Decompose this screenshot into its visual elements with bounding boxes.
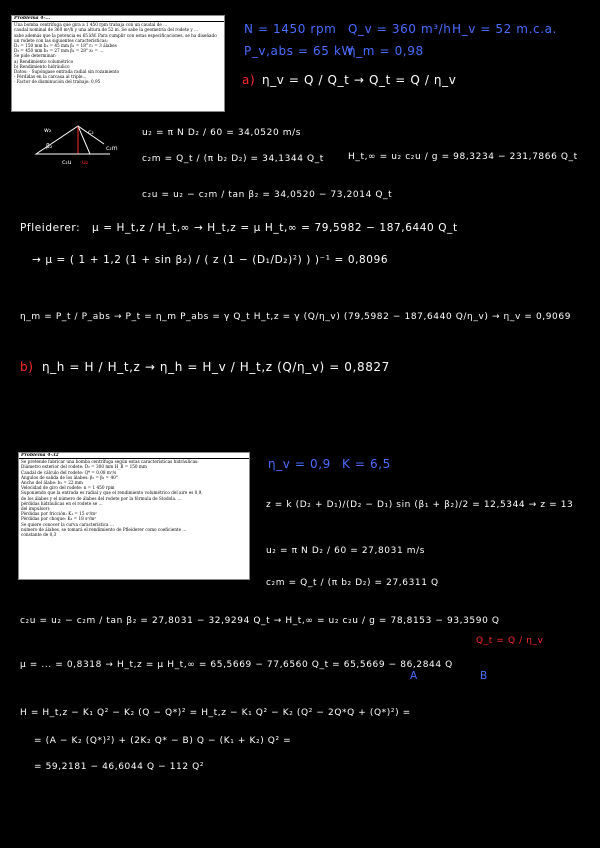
problem1-line: sabe además que la potencia es 65 kW. Para cumplir con estas especificaciones, se ha diseñado (14, 32, 217, 38)
problem2-line: del impulsor): (21, 506, 51, 512)
problem1-line: caudal nominal de 360 m³/h y una altura de 52 m. Se sabe la geometría del rodete y ... (14, 27, 199, 33)
eq-pfleiderer-2: → μ = ( 1 + 1,2 (1 + sin β₂) / ( z (1 − (D₁/D₂)²) ) )⁻¹ = 0,8096 (32, 254, 389, 266)
eq-pfleiderer-1: μ = H_t,z / H_t,∞ → H_t,z = μ H_t,∞ = 79,5982 − 187,6440 Q_t (92, 222, 458, 234)
given-h: H_v = 52 m.c.a. (452, 22, 557, 36)
svg-text:c₂m: c₂m (106, 145, 118, 152)
problem2-line: Velocidad de giro del rodete: n = 1 450 rpm (21, 485, 115, 491)
eq-u2: u₂ = π N D₂ / 60 = 34,0520 m/s (142, 128, 302, 138)
eq-c2m-b: c₂m = Q_t / (π b₂ D₂) = 27,6311 Q (266, 578, 439, 588)
given-p: P_v,abs = 65 kW (244, 44, 354, 58)
given-etam: η_m = 0,98 (348, 44, 424, 58)
qt-note: Q_t = Q / η_v (476, 636, 544, 646)
eq-h-1: H = H_t,z − K₁ Q² − K₂ (Q − Q*)² = H_t,z − K₁ Q² − K₂ (Q² − 2Q*Q + (Q*)²) = (20, 708, 411, 718)
problem1-line: Se pide determinar: (14, 53, 57, 59)
problem1-line: un rodete con las siguientes características: (14, 37, 108, 43)
velocity-triangle-diagram (28, 120, 118, 168)
eq-mu-b: μ = ... = 0,8318 → H_t,z = μ H_t,∞ = 65,5669 − 77,6560 Q_t = 65,5669 − 86,2844 Q (20, 660, 453, 670)
eq-u2-b: u₂ = π N D₂ / 60 = 27,8031 m/s (266, 546, 426, 556)
part-a-label: a) (242, 73, 256, 87)
eq-z: z = k (D₂ + D₁)/(D₂ − D₁) sin (β₁ + β₂)/2 = 12,5344 → z = 13 (266, 500, 574, 510)
problem2-line: número de álabes, se tomará el rendimiento de Pfleiderer como coeficiente ... (21, 526, 187, 532)
eq-h-2: = (A − K₂ (Q*)²) + (2K₂ Q* − B) Q − (K₁ + K₂) Q² = (34, 736, 292, 746)
problem-statement-1 (11, 15, 225, 112)
problem1-line: Una bomba centrífuga que gira a 1 450 rpm trabaja con un caudal de ... (14, 22, 168, 28)
eq-eta-m: η_m = P_t / P_abs → P_t = η_m P_abs = γ Q_t H_t,z = γ (Q/η_v) (79,5982 − 187,6440 Q/η_v) → η_v = 0,9069 (20, 312, 572, 322)
pfleiderer-label: Pfleiderer: (20, 222, 81, 234)
problem2-line: Diámetro exterior del rodete: D₂ = 300 mm H_B = 150 mm (21, 464, 147, 470)
problem2-line: Pérdidas por fricción: K₁ = 15 s²/m⁵ (21, 511, 97, 517)
given-etav: η_v = 0,9 (268, 457, 331, 471)
problem2-line: pérdidas hidráulicas en el rodete se ... (21, 500, 103, 506)
problem1-line: D₁ = 150 mm b₁ = 45 mm β₁ = 18° r₁ = 3 álabes (14, 43, 117, 49)
given-q: Q_v = 360 m³/h (348, 22, 452, 36)
problem-2-title: Problema 4-32 (19, 453, 249, 459)
svg-text:c₂: c₂ (88, 129, 94, 136)
eq-c2m: c₂m = Q_t / (π b₂ D₂) = 34,1344 Q_t (142, 154, 324, 164)
problem2-line: Ancho del álabe: b₂ = 22 mm (21, 480, 83, 486)
problem2-line: Pérdidas por choque: K₂ = 18 s²/m⁵ (21, 516, 97, 522)
problem1-line: Datos: · Supóngase entrada radial sin rozamiento (14, 69, 120, 75)
problem2-line: Se quiere conocer la curva característica ... (21, 521, 114, 527)
svg-text:c₂u: c₂u (62, 159, 72, 166)
problem2-line: de los álabes y el número de álabes del rodete por la fórmula de Stodola. ... (21, 495, 182, 501)
eq-c2u-b: c₂u = u₂ − c₂m / tan β₂ = 27,8031 − 32,9294 Q_t → H_t,∞ = u₂ c₂u / g = 78,8153 − 93,3590 Q (20, 616, 500, 626)
problem-1-title: Problema 4-... (12, 16, 224, 22)
problem-statement-2 (18, 452, 250, 580)
svg-text:w₂: w₂ (44, 127, 52, 134)
eq-c2u: c₂u = u₂ − c₂m / tan β₂ = 34,0520 − 73,2014 Q_t (142, 190, 393, 200)
problem2-line: constante de 0,3 (21, 532, 57, 538)
problem1-line: · Pérdidas en la carcasa al triple... (14, 74, 87, 80)
given-n: N = 1450 rpm (244, 22, 337, 36)
problem1-line: · Factor de disminución del trabajo: 0,95 (14, 79, 101, 85)
svg-text:β₂: β₂ (46, 143, 53, 150)
label-b: B (480, 670, 488, 682)
problem2-line: Caudal de cálculo del rodete: Q* = 0,08 m³/s (21, 469, 117, 475)
part-b-eq: η_h = H / H_t,z → η_h = H_v / H_t,z (Q/η_v) = 0,8827 (42, 360, 390, 374)
problem2-line: Ángulos de salida de los álabes: β₂ = β₂ = 40° (21, 474, 118, 480)
problem2-line: Suponiendo que la entrada es radial y que el rendimiento volumétrico del aire es 0,9, (21, 490, 203, 496)
problem1-line: a) Rendimiento volumétrico (14, 58, 74, 64)
problem2-line: Se pretende fabricar una bomba centrífuga según estas características hidráulicas: (21, 459, 199, 465)
part-a-eq: η_v = Q / Q_t → Q_t = Q / η_v (262, 73, 457, 87)
label-a: A (410, 670, 418, 682)
problem1-line: b) Rendimiento hidráulico (14, 63, 70, 69)
eq-h-3: = 59,2181 − 46,6044 Q − 112 Q² (34, 762, 205, 772)
svg-text:u₂: u₂ (82, 159, 89, 166)
part-b-label: b) (20, 360, 34, 374)
problem1-line: D₂ = 450 mm b₂ = 27 mm β₂ = 28° z₂ = ... (14, 48, 104, 54)
eq-htinf: H_t,∞ = u₂ c₂u / g = 98,3234 − 231,7866 Q_t (348, 152, 578, 162)
given-k: K = 6,5 (342, 457, 391, 471)
